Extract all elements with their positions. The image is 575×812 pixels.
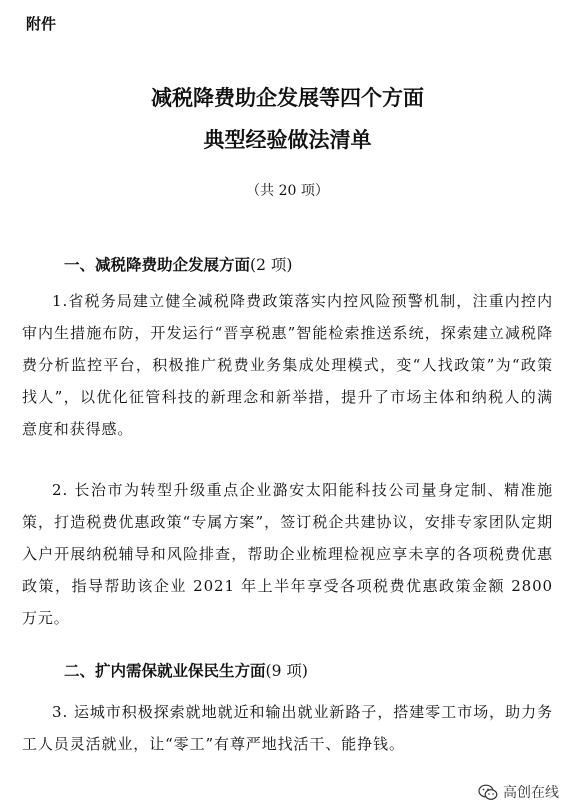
- watermark-text: 高创在线: [503, 785, 559, 801]
- wechat-icon: [478, 784, 498, 801]
- section-heading-1-text: 一、减税降费助企发展方面: [64, 256, 251, 274]
- section-heading-1: [64, 253, 292, 277]
- section-heading-1-count: (2 项): [250, 256, 293, 274]
- section-heading-2-count: (9 项): [265, 662, 308, 680]
- paragraph-3: 3. 运城市积极探索就地就近和输出就业新路子，搭建零工市场，助力务工人员灵活就业，让“零工”有尊严地找活干、能挣钱。: [22, 703, 553, 753]
- document-title-line-2: 典型经验做法清单: [203, 128, 372, 152]
- item-count: （共 20 项）: [246, 183, 329, 199]
- attachment-label: 附件: [26, 15, 57, 33]
- paragraph-1: 1.省税务局建立健全减税降费政策落实内控风险预警机制，注重内控内审内生措施布防，开发运行“晋享税惠”智能检索推送系统，探索建立减税降费分析监控平台，积极推广税费业务集成处理模式，变“人找政策”为“政策找人”，以优化征管科技的新理念和新举措，提升了市场主体和纳税人的满意度和获得感。: [22, 292, 553, 438]
- section-heading-2: [64, 659, 308, 683]
- wechat-watermark: [474, 780, 563, 804]
- paragraph-2: 2. 长治市为转型升级重点企业潞安太阳能科技公司量身定制、精准施策，打造税费优惠政策“专属方案”，签订税企共建协议，安排专家团队定期入户开展纳税辅导和风险排查，帮助企业梳理检视应享未享的各项税费优惠政策，指导帮助该企业 2021 年上半年享受各项税费优惠政策金额 2800 万元。: [22, 481, 553, 627]
- section-heading-2-text: 二、扩内需保就业保民生方面: [64, 662, 266, 680]
- document-title-line-1: 减税降费助企发展等四个方面: [151, 86, 424, 110]
